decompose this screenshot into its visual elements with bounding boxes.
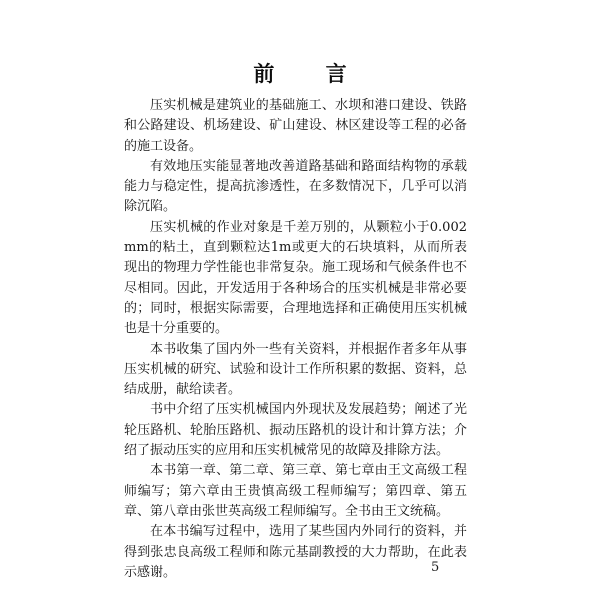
page-number: 5 <box>431 560 440 575</box>
paragraph: 本书收集了国内外一些有关资料，并根据作者多年从事压实机械的研究、试验和设计工作所积累的数据、资料，总结成册，献给读者。 <box>124 341 467 398</box>
paragraph: 有效地压实能显著地改善道路基础和路面结构物的承载能力与稳定性，提高抗渗透性，在多数情况下，几乎可以消除沉陷。 <box>124 158 467 215</box>
paragraph: 压实机械的作业对象是千差万别的，从颗粒小于0.002mm的粘土，直到颗粒达1m或更大的石块填料，从而所表现出的物理力学性能也非常复杂。施工现场和气候条件也不尽相同。因此，开发适用于各种场合的压实机械是非常必要的；同时，根据实际需要，合理地选择和正确使用压实机械也是十分重要的。 <box>124 219 467 337</box>
paragraph: 在本书编写过程中，选用了某些国内外同行的资料，并得到张忠良高级工程师和陈元基副教授的大力帮助，在此表示感谢。 <box>124 524 467 580</box>
paragraph: 书中介绍了压实机械国内外现状及发展趋势；阐述了光轮压路机、轮胎压路机、振动压路机的设计和计算方法；介绍了振动压实的应用和压实机械常见的故障及排除方法。 <box>124 402 467 459</box>
page-title: 前 言 <box>253 61 369 86</box>
paragraph: 本书第一章、第二章、第三章、第七章由王文高级工程师编写；第六章由王贵慎高级工程师编写；第四章、第五章、第八章由张世英高级工程师编写。全书由王文统稿。 <box>124 463 467 519</box>
preface-body <box>124 96 467 583</box>
paragraph: 压实机械是建筑业的基础施工、水坝和港口建设、铁路和公路建设、机场建设、矿山建设、林区建设等工程的必备的施工设备。 <box>124 98 467 154</box>
